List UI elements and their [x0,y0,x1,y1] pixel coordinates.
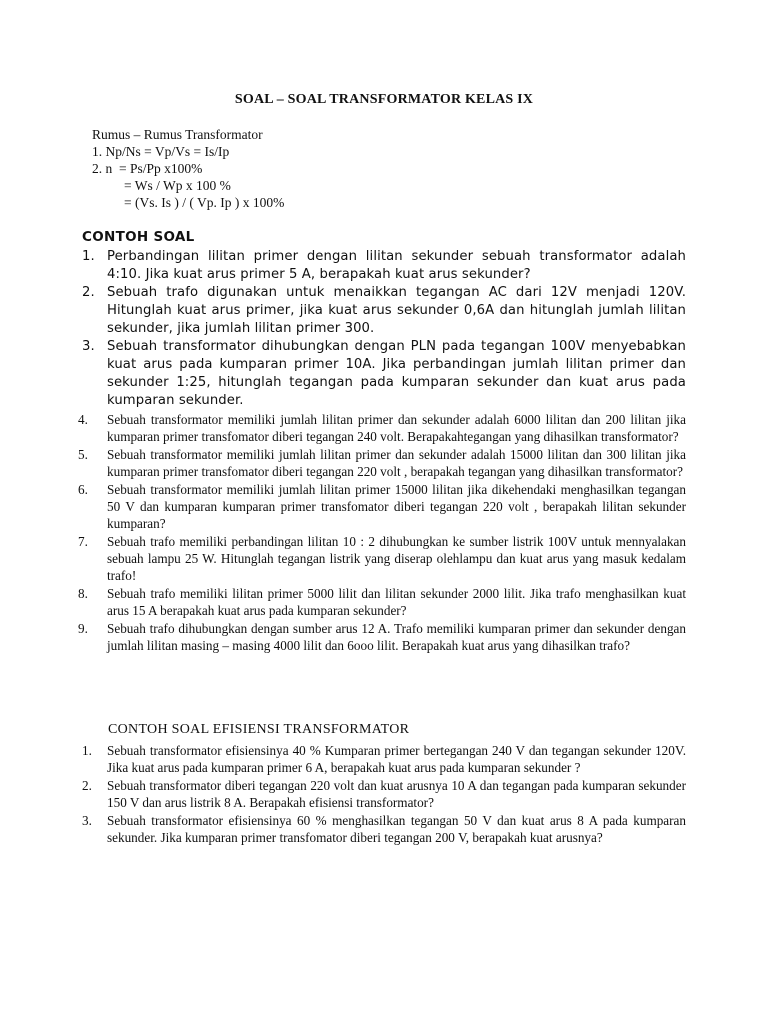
item-number: 4. [78,412,88,427]
item-number: 7. [78,534,88,549]
list-item [78,742,686,776]
list-item [78,284,686,338]
item-text: Sebuah transformator diberi tegangan 220 volt dan kuat arusnya 10 A dan tegangan pada kumparan sekunder 150 V dan arus listrik 8 A. Berapakah efisiensi transformator? [107,778,686,810]
formula-block [92,126,284,211]
list-item [78,777,686,811]
formula-heading: Rumus – Rumus Transformator [92,127,263,142]
formula-line: 1. Np/Ns = Vp/Vs = Is/Ip [92,144,230,159]
item-text: Sebuah trafo memiliki lilitan primer 5000 lilit dan lilitan sekunder 2000 lilit. Jika trafo menghasilkan kuat arus 15 A berapakah kuat arus pada kumparan sekunder? [107,586,686,618]
section-heading-contoh-soal: CONTOH SOAL [82,229,195,245]
item-number: 1. [82,249,95,264]
item-number: 2. [82,778,92,793]
item-text: Sebuah transformator memiliki jumlah lilitan primer dan sekunder adalah 6000 lilitan dan 200 lilitan jika kumparan primer transfomator diberi tegangan 240 volt. Berapakahtegangan yang dihasilkan transformator? [107,412,686,444]
item-text: Sebuah transformator memiliki jumlah lilitan primer dan sekunder adalah 15000 lilitan dan 300 lilitan jika kumparan primer transfomator diberi tegangan 220 volt , berapakah tegangan yang dihasilkan transformator? [107,447,686,479]
item-text: Sebuah transformator memiliki jumlah lilitan primer 15000 lilitan jika dikehendaki menghasilkan tegangan 50 V dan kumparan kumparan primer transfomator diberi tegangan 220 volt , berapakah lilitan sekunder kumparan? [107,482,686,531]
section-heading-efisiensi: CONTOH SOAL EFISIENSI TRANSFORMATOR [108,722,410,737]
formula-line: = Ws / Wp x 100 % [124,178,231,193]
item-text: Sebuah transformator efisiensinya 60 % menghasilkan tegangan 50 V dan kuat arus 8 A pada kumparan sekunder. Jika kumparan primer transfomator diberi tegangan 200 V, berapakah kuat arusnya? [107,813,686,845]
formula-line: = (Vs. Is ) / ( Vp. Ip ) x 100% [124,195,285,210]
item-text: Sebuah transformator efisiensinya 40 % Kumparan primer bertegangan 240 V dan tegangan sekunder 120V. Jika kuat arus pada kumparan primer 6 A, berapakah kuat arus pada kumparan sekunder ? [107,743,686,775]
item-text: Perbandingan lilitan primer dengan lilitan sekunder sebuah transformator adalah 4:10. Jika kuat arus primer 5 A, berapakah kuat arus sekunder? [107,249,686,282]
list-item [78,585,686,619]
item-number: 5. [78,447,88,462]
item-number: 2. [82,285,95,300]
efisiensi-list [78,742,686,847]
item-number: 9. [78,621,88,636]
list-item [78,248,686,284]
item-text: Sebuah transformator dihubungkan dengan PLN pada tegangan 100V menyebabkan kuat arus pada kumparan primer 10A. Jika perbandingan jumlah lilitan primer dan sekunder 1:25, hitunglah tegangan pada kumparan sekunder dan kuat arus pada kumparan sekunder. [107,339,686,408]
item-text: Sebuah trafo memiliki perbandingan lilitan 10 : 2 dihubungkan ke sumber listrik 100V untuk mennyalakan sebuah lampu 25 W. Hitunglah tegangan listrik yang diserap olehlampu dan kuat arus yang masuk kedalam trafo! [107,534,686,583]
page-title: SOAL – SOAL TRANSFORMATOR KELAS IX [234,92,534,107]
formula-line: 2. n = Ps/Pp x100% [92,161,203,176]
list-item [78,338,686,410]
item-number: 1. [82,743,92,758]
list-item [78,812,686,846]
item-number: 8. [78,586,88,601]
list-item [78,533,686,584]
item-number: 3. [82,813,92,828]
contoh-soal-list [78,248,686,654]
list-item [78,411,686,445]
item-text: Sebuah trafo digunakan untuk menaikkan tegangan AC dari 12V menjadi 120V. Hitunglah kuat arus primer, jika kuat arus sekunder 0,6A dan hitunglah jumlah lilitan sekunder, jika jumlah lilitan primer 300. [107,285,686,336]
item-number: 3. [82,339,95,354]
list-item [78,481,686,532]
list-item [78,620,686,654]
item-number: 6. [78,482,88,497]
list-item [78,446,686,480]
item-text: Sebuah trafo dihubungkan dengan sumber arus 12 A. Trafo memiliki kumparan primer dan sekunder dengan jumlah lilitan masing – masing 4000 lilit dan 6ooo lilit. Berapakah kuat arus yang dihasilkan trafo? [107,621,686,653]
